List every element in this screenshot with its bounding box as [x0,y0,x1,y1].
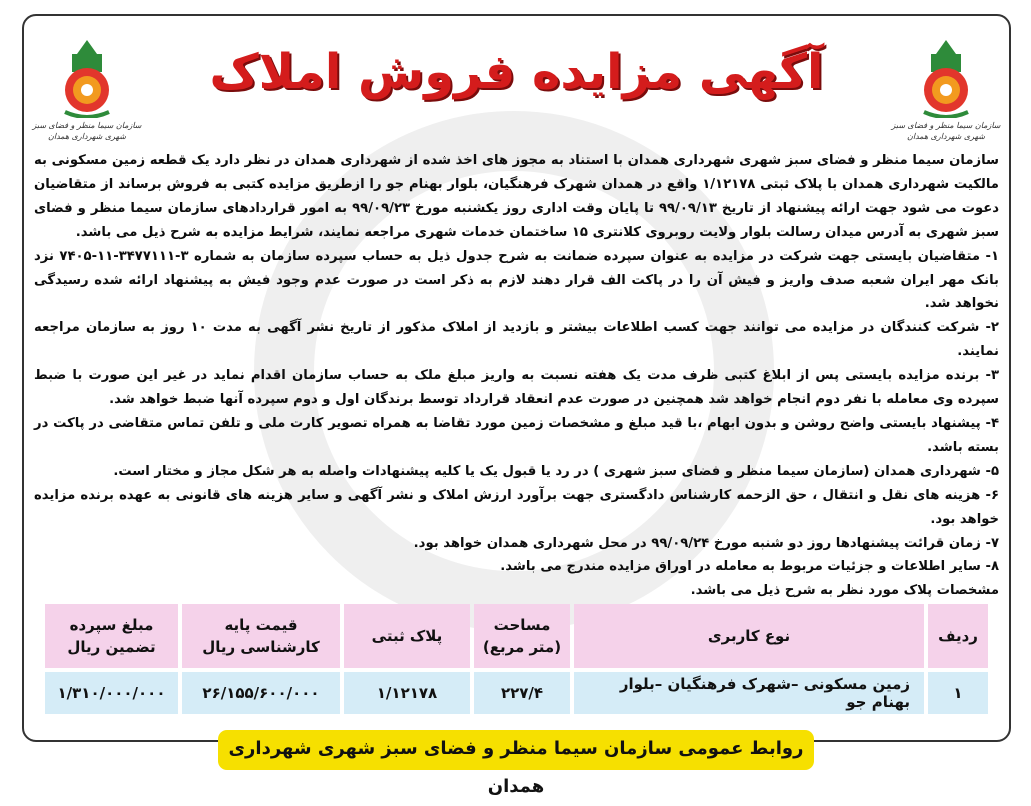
condition-6: ۶- هزینه های نقل و انتقال ، حق الزحمه کارشناس دادگستری جهت برآورد ارزش املاک و نشر آگهی و سایر هزینه های قانونی به عهده برنده مزایده خواهد بود. [34,487,999,527]
header-price: قیمت پایه کارشناسی ریال [182,604,340,668]
header-row-no: ردیف [928,604,988,668]
org-logo-right [887,38,1005,142]
condition-3: ۳- برنده مزایده بایستی پس از ابلاغ کتبی ظرف مدت یک هفته نسبت به واریز مبلغ ملک به حساب سازمان اقدام نماید در غیر این صورت با ضبط سپرده وی معامله با نفر دوم انجام خواهد شد همچنین در صورت عدم انعقاد قرارداد توسط برندگان اول و دوم سپرده آنها ضبط خواهد شد. [34,368,999,408]
org-caption: سازمان سیما منظر و فضای سبز شهری شهرداری همدان [891,121,1001,141]
plate-table [41,600,992,718]
org-emblem-icon [52,38,122,118]
notice-frame [22,14,1011,742]
condition-4: ۴- پیشنهاد بایستی واضح روشن و بدون ابهام ،با قید مبلغ و مشخصات زمین مورد تقاضا به همراه تصویر کارت ملی و تلفن تماس متقاضی در پاکت در بسته باشد. [34,415,999,455]
header-area: مساحت (متر مربع) [474,604,570,668]
org-emblem-icon [911,38,981,118]
table-row [45,672,988,714]
header-deposit: مبلغ سپرده تضمین ریال [45,604,178,668]
plate-spec-intro: مشخصات پلاک مورد نظر به شرح ذیل می باشد. [690,583,999,599]
header-usage: نوع کاربری [574,604,924,668]
org-caption: سازمان سیما منظر و فضای سبز شهری شهرداری همدان [32,121,142,141]
condition-7: ۷- زمان قرائت پیشنهادها روز دو شنبه مورخ ۹۹/۰۹/۲۴ در محل شهرداری همدان خواهد بود. [413,535,999,551]
condition-5: ۵- شهرداری همدان (سازمان سیما منظر و فضای سبز شهری ) در رد یا قبول یک یا کلیه پیشنهادات واصله به هر شکل مجاز و مختار است. [113,463,999,479]
cell-usage: زمین مسکونی –شهرک فرهنگیان –بلوار بهنام جو [574,672,924,714]
cell-area: ۲۲۷/۴ [474,672,570,714]
notice-body [34,149,999,603]
cell-row-no: ۱ [928,672,988,714]
footer-banner: روابط عمومی سازمان سیما منظر و فضای سبز شهری شهرداری همدان [218,730,814,770]
cell-plate: ۱/۱۲۱۷۸ [344,672,470,714]
cell-deposit: ۱/۳۱۰/۰۰۰/۰۰۰ [45,672,178,714]
org-logo-left [28,38,146,142]
condition-2: ۲- شرکت کنندگان در مزایده می توانند جهت کسب اطلاعات بیشتر و بازدید از املاک مذکور از تاریخ نشر آگهی به مدت ۱۰ روز به سازمان مراجعه نمایند. [34,320,999,360]
cell-price: ۲۶/۱۵۵/۶۰۰/۰۰۰ [182,672,340,714]
notice-title: آگهی مزایده فروش املاک [209,44,824,100]
condition-1: ۱- متقاضیان بایستی جهت شرکت در مزایده به عنوان سپرده ضمانت به شرح جدول ذیل به حساب سپرده سازمان به شماره ۳-۳۴۷۷۱۱۱-۱۱-۷۴۰۵ نزد بانک مهر ایران شعبه صدف واریز و فیش آن را در پاکت الف قرار دهند لازم به ذکر است در صورت عدم وجود فیش به پیشنهاد ارائه شده رسیدگی نخواهد شد. [34,248,1000,312]
intro-paragraph: سازمان سیما منظر و فضای سبز شهری شهرداری همدان با استناد به مجوز های اخذ شده از شهرداری همدان در نظر دارد یک قطعه زمین مسکونی به مالکیت شهرداری همدان با پلاک ثبتی ۱/۱۲۱۷۸ واقع در همدان شهرک فرهنگیان، بلوار بهنام جو را ازطریق مزایده کتبی به فروش برساند از متقاضیان دعوت می شود جهت ارائه پیشنهاد از تاریخ ۹۹/۰۹/۱۳ تا پایان وقت اداری روز یکشنبه مورخ ۹۹/۰۹/۲۳ به امور قراردادهای سازمان سیما منظر و فضای سبز شهری به آدرس میدان رسالت بلوار ولایت روبروی کلانتری ۱۵ ساختمان خدمات شهری مراجعه نمایند، شرایط مزایده به شرح ذیل می باشد. [34,153,999,240]
header-plate: پلاک ثبتی [344,604,470,668]
condition-8: ۸- سایر اطلاعات و جزئیات مربوط به معامله در اوراق مزایده مندرج می باشد. [500,559,999,575]
table-header-row [45,604,988,668]
